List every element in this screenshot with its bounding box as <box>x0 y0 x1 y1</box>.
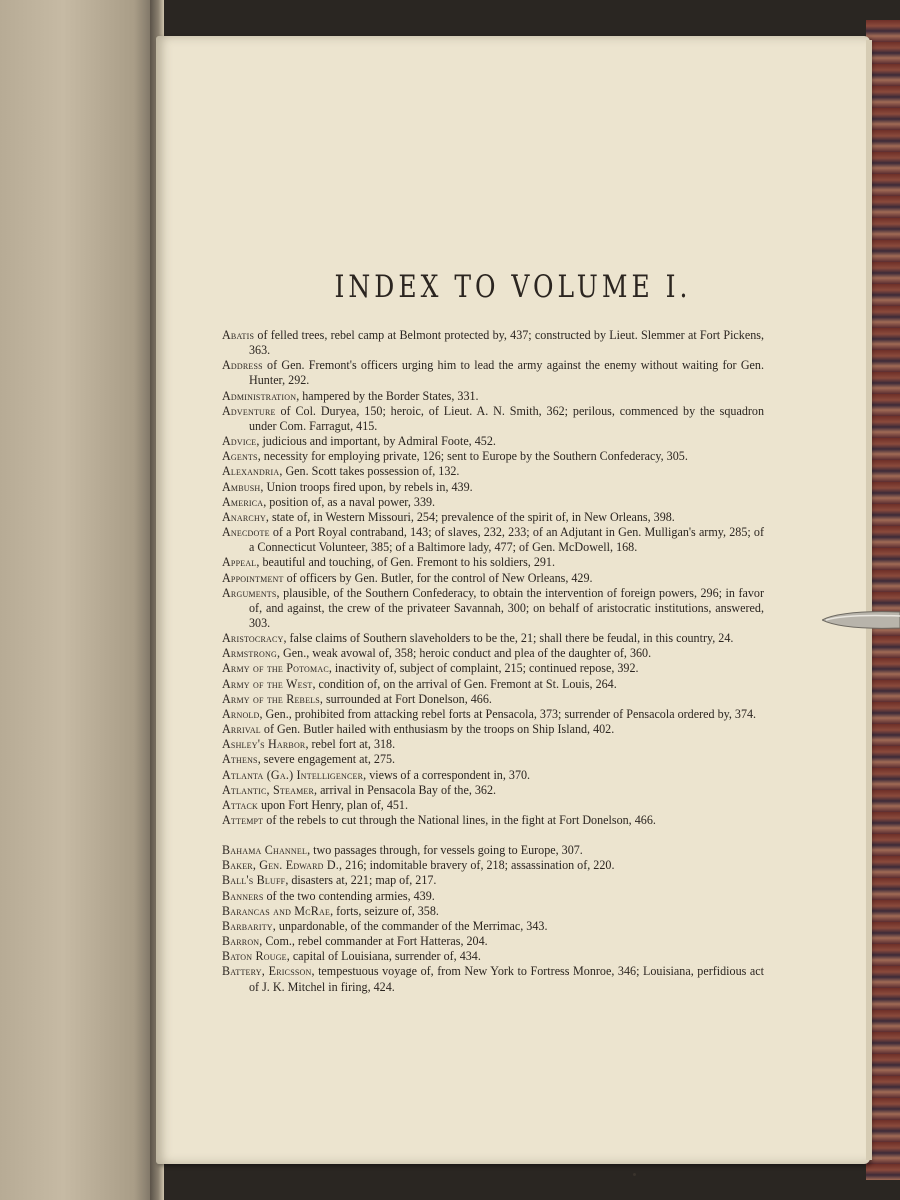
index-entry <box>222 949 764 964</box>
entry-text: , capital of Louisiana, surrender of, 434. <box>286 949 481 964</box>
index-page <box>156 36 870 1164</box>
entry-text: of a Port Royal contraband, 143; of slaves, 232, 233; of an Adjutant in Gen. Mulligan's army, 285; of a Connecticut Volunteer, 385; of a Baltimore lady, 477; of Gen. McDowell, 168. <box>249 525 764 555</box>
index-entry <box>222 873 764 888</box>
entry-keyword: Bahama Channel <box>222 843 308 858</box>
entry-keyword: Athens <box>222 752 258 767</box>
entry-keyword: Appointment <box>222 570 284 585</box>
entry-text: of Gen. Fremont's officers urging him to lead the army against the enemy without waiting for Gen. Hunter, 292. <box>249 358 764 388</box>
entry-keyword: Agents <box>222 449 258 464</box>
index-entry <box>222 707 764 722</box>
index-entry <box>222 904 764 919</box>
index-entry <box>222 328 764 358</box>
entry-keyword: Army of the Rebels <box>222 691 320 706</box>
entry-keyword: Atlantic, Steamer <box>222 782 315 797</box>
entry-keyword: Baker, Gen. Edward D. <box>222 858 340 873</box>
index-entry <box>222 783 764 798</box>
index-entry <box>222 358 764 388</box>
entry-text: of Gen. Butler hailed with enthusiasm by the troops on Ship Island, 402. <box>260 722 615 737</box>
section-gap <box>222 828 764 843</box>
page-block-edges <box>866 40 872 1160</box>
entry-text: , rebel fort at, 318. <box>305 737 396 752</box>
entry-text: , inactivity of, subject of complaint, 215; continued repose, 392. <box>328 661 639 676</box>
entry-text: , surrounded at Fort Donelson, 466. <box>319 691 492 706</box>
entry-keyword: Adventure <box>222 403 276 418</box>
entry-keyword: Administration <box>222 388 297 403</box>
entry-text: , position of, as a naval power, 339. <box>263 494 436 509</box>
entry-keyword: Barbarity <box>222 918 273 933</box>
entry-text: , state of, in Western Missouri, 254; prevalence of the spirit of, in New Orleans, 398. <box>265 509 675 524</box>
printer-mark <box>633 1173 636 1176</box>
index-entry <box>222 813 764 828</box>
entry-text: , severe engagement at, 275. <box>257 752 396 767</box>
entry-text: upon Fort Henry, plan of, 451. <box>257 797 409 812</box>
index-entry <box>222 525 764 555</box>
index-entry <box>222 889 764 904</box>
index-entry <box>222 798 764 813</box>
bookmark-blade <box>822 612 900 629</box>
entry-text: , tempestuous voyage of, from New York to Fortress Monroe, 346; Louisiana, perfidious act of J. K. Mitchel in firing, 424. <box>249 964 764 994</box>
entry-text: , hampered by the Border States, 331. <box>296 388 479 403</box>
entry-keyword: Army of the West <box>222 676 313 691</box>
index-entry <box>222 495 764 510</box>
entry-keyword: Atlanta (Ga.) Intelligencer <box>222 767 364 782</box>
entry-text: , condition of, on the arrival of Gen. Fremont at St. Louis, 264. <box>312 676 617 691</box>
entry-keyword: Abatis <box>222 328 255 342</box>
index-entry <box>222 722 764 737</box>
index-entry <box>222 555 764 570</box>
entry-keyword: America <box>222 494 264 509</box>
entry-keyword: Ball's Bluff <box>222 873 286 888</box>
entry-text: , views of a correspondent in, 370. <box>363 767 531 782</box>
index-entry <box>222 404 764 434</box>
entry-text: , unpardonable, of the commander of the Merrimac, 343. <box>272 918 548 933</box>
entry-keyword: Anecdote <box>222 525 270 540</box>
entry-text: , plausible, of the Southern Confederacy, to obtain the intervention of foreign powers, 296; in favor of, and against, the crew of the privateer Savannah, 300; on behalf of aristocratic institutions, answered, 303. <box>249 585 764 630</box>
index-entry <box>222 646 764 661</box>
entry-text: , two passages through, for vessels going to Europe, 307. <box>307 843 583 858</box>
index-entry <box>222 919 764 934</box>
left-page <box>0 0 158 1200</box>
entry-text: , Gen., weak avowal of, 358; heroic conduct and plea of the daughter of, 360. <box>277 646 652 661</box>
index-entry <box>222 934 764 949</box>
index-entry <box>222 964 764 994</box>
index-entry <box>222 571 764 586</box>
entry-keyword: Attempt <box>222 813 264 827</box>
entry-keyword: Banners <box>222 888 264 903</box>
entry-text: , 216; indomitable bravery of, 218; assassination of, 220. <box>339 858 615 873</box>
entry-text: , arrival in Pensacola Bay of the, 362. <box>314 782 497 797</box>
index-entry <box>222 586 764 631</box>
entry-keyword: Advice <box>222 434 257 449</box>
index-entry <box>222 768 764 783</box>
entry-keyword: Arrival <box>222 722 261 737</box>
entry-keyword: Ashley's Harbor <box>222 737 306 752</box>
index-entry <box>222 858 764 873</box>
entry-keyword: Aristocracy <box>222 631 284 646</box>
index-entry <box>222 480 764 495</box>
index-entry <box>222 843 764 858</box>
index-entry <box>222 737 764 752</box>
index-entry <box>222 510 764 525</box>
entry-text: , necessity for employing private, 126; sent to Europe by the Southern Confederacy, 305. <box>257 449 688 464</box>
index-entry <box>222 434 764 449</box>
entry-text: , judicious and important, by Admiral Foote, 452. <box>256 434 496 449</box>
entry-keyword: Armstrong <box>222 646 277 661</box>
index-entry <box>222 692 764 707</box>
entry-text: , Gen. Scott takes possession of, 132. <box>279 464 460 479</box>
entry-text: , Gen., prohibited from attacking rebel forts at Pensacola, 373; surrender of Pensacola ordered by, 374. <box>259 706 757 721</box>
entry-keyword: Army of the Potomac <box>222 661 329 676</box>
index-entries <box>222 328 764 995</box>
metal-bookmark <box>822 608 900 632</box>
index-entry <box>222 631 764 646</box>
entry-keyword: Ambush <box>222 479 261 494</box>
entry-text: of Col. Duryea, 150; heroic, of Lieut. A. N. Smith, 362; perilous, commenced by the squadron under Com. Farragut, 415. <box>249 403 764 433</box>
index-entry <box>222 389 764 404</box>
entry-keyword: Barancas and McRae <box>222 903 331 918</box>
entry-keyword: Arguments <box>222 585 277 600</box>
entry-keyword: Address <box>222 358 263 373</box>
entry-keyword: Anarchy <box>222 509 266 524</box>
entry-text: , forts, seizure of, 358. <box>330 903 439 918</box>
entry-keyword: Appeal <box>222 555 257 570</box>
entry-text: , Union troops fired upon, by rebels in, 439. <box>260 479 473 494</box>
entry-keyword: Baton Rouge <box>222 949 287 964</box>
index-entry <box>222 464 764 479</box>
entry-keyword: Barron <box>222 934 260 949</box>
entry-text: , false claims of Southern slaveholders to be the, 21; shall there be feudal, in this country, 24. <box>283 631 734 646</box>
entry-keyword: Alexandria <box>222 464 280 479</box>
entry-text: , Com., rebel commander at Fort Hatteras, 204. <box>259 934 488 949</box>
index-entry <box>222 677 764 692</box>
entry-text: , disasters at, 221; map of, 217. <box>285 873 437 888</box>
index-entry <box>222 752 764 767</box>
index-entry <box>222 661 764 676</box>
index-entry <box>222 449 764 464</box>
entry-text: of the rebels to cut through the National lines, in the fight at Fort Donelson, 466. <box>263 813 656 827</box>
entry-text: , beautiful and touching, of Gen. Fremont to his soldiers, 291. <box>256 555 555 570</box>
entry-text: of felled trees, rebel camp at Belmont protected by, 437; constructed by Lieut. Slemmer at Fort Pickens, 363. <box>249 328 764 358</box>
page-title: INDEX TO VOLUME I. <box>334 268 692 305</box>
entry-keyword: Battery, Ericsson <box>222 964 312 979</box>
entry-keyword: Attack <box>222 797 258 812</box>
entry-text: of officers by Gen. Butler, for the control of New Orleans, 429. <box>283 570 593 585</box>
entry-keyword: Arnold <box>222 706 260 721</box>
entry-text: of the two contending armies, 439. <box>263 888 435 903</box>
